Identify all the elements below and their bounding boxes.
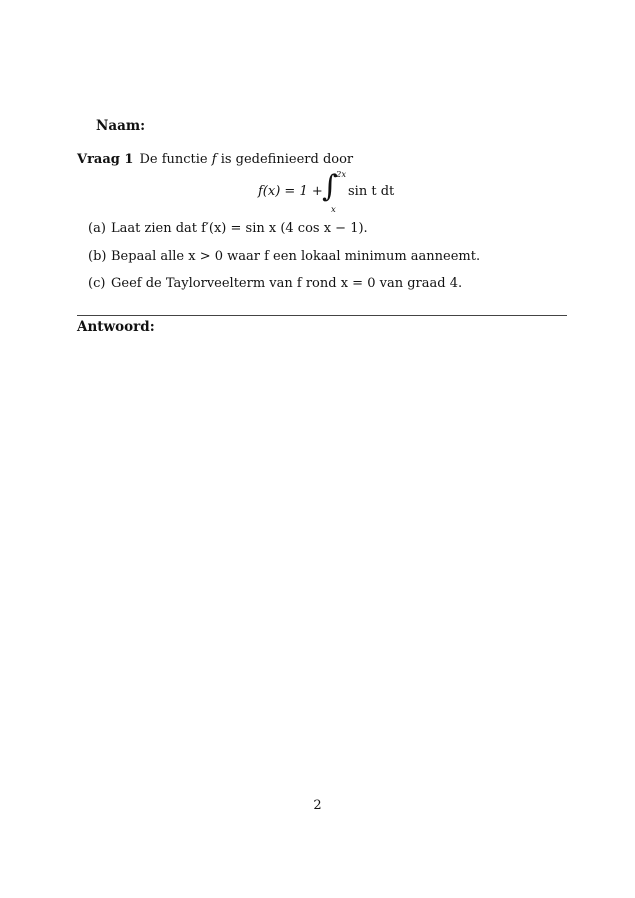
integral-lower-bound: x: [331, 205, 336, 215]
question-number: Vraag 1: [77, 152, 134, 167]
question-part-c: [88, 276, 462, 291]
integral-symbol: ∫: [322, 169, 338, 204]
page-number: 2: [313, 798, 322, 813]
question-intro-before: De functie: [139, 152, 212, 167]
name-label: Naam:: [96, 118, 146, 134]
part-label: (a): [88, 221, 106, 236]
integrand: sin t dt: [348, 184, 395, 199]
question-intro-var: f: [211, 152, 217, 167]
question-part-b: [88, 249, 480, 264]
part-label: (c): [88, 276, 106, 291]
question-part-a: [88, 221, 368, 236]
integral-upper-bound: 2x: [336, 170, 347, 180]
answer-label: Antwoord:: [77, 319, 155, 335]
question-intro: [77, 152, 353, 167]
part-text: Bepaal alle x > 0 waar f een lokaal minimum aanneemt.: [111, 249, 481, 264]
formula-lhs: f(x) = 1 +: [258, 184, 323, 199]
question-intro-after: is gedefinieerd door: [216, 152, 354, 167]
divider-line: [77, 315, 567, 316]
part-label: (b): [88, 249, 107, 264]
part-text: Geef de Taylorveelterm van f rond x = 0 van graad 4.: [111, 276, 463, 291]
part-text: Laat zien dat f′(x) = sin x (4 cos x − 1).: [111, 221, 368, 236]
